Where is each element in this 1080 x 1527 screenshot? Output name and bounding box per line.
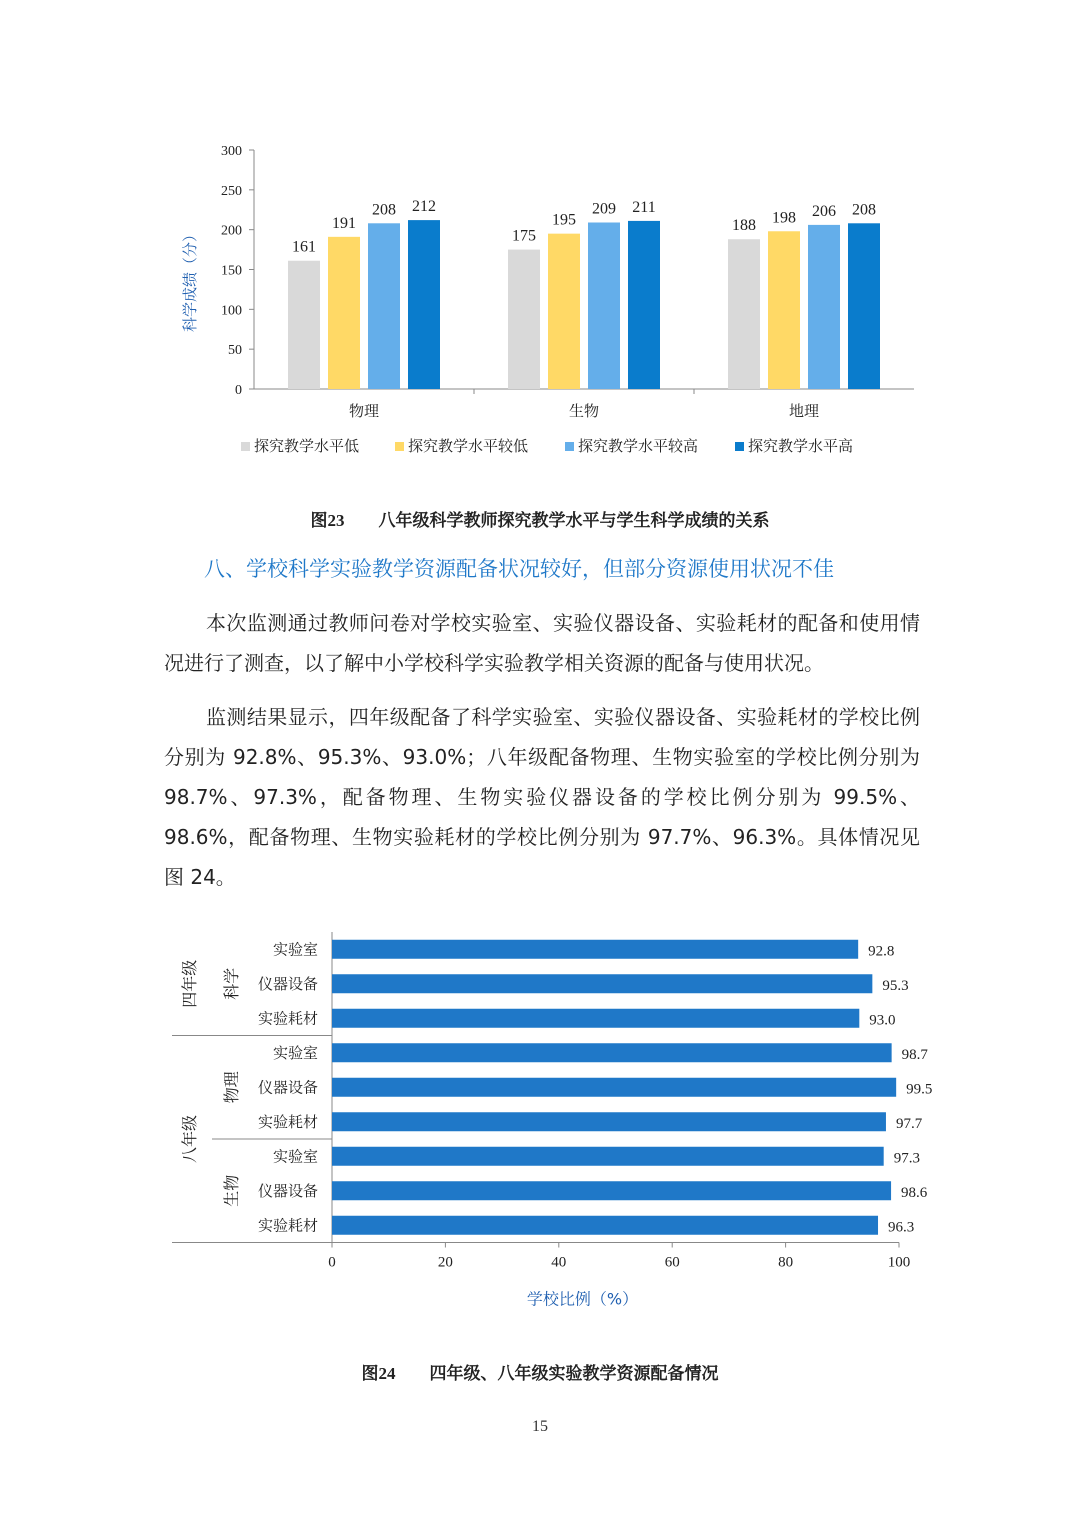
category-label: 仪器设备 [257,1181,318,1200]
y-tick-label: 150 [221,263,242,279]
bar-value-label: 208 [852,201,876,219]
bar [332,974,872,993]
legend-swatch [565,442,574,451]
y-tick-label: 0 [235,383,242,398]
legend-label: 探究教学水平较低 [408,437,529,455]
bar-value-label: 188 [732,217,756,235]
bar-value-label: 212 [412,198,436,216]
category-label: 实验室 [272,1043,318,1062]
figure-24-label: 图24 [361,1364,396,1383]
bar [728,239,760,389]
bar-value-label: 209 [592,200,616,218]
x-tick-label: 100 [887,1254,911,1271]
x-category-label: 地理 [788,402,820,420]
bar [332,1078,896,1097]
y-tick-label: 200 [221,223,242,239]
x-category-label: 生物 [568,402,600,420]
bar [332,940,858,959]
bar-value-label: 191 [332,214,356,232]
bar-value-label: 211 [632,198,656,216]
bar-value-label: 93.0 [869,1012,896,1029]
x-tick-label: 20 [437,1254,453,1271]
category-label: 实验室 [272,1147,318,1166]
bar-value-label: 208 [372,201,396,219]
category-label: 实验室 [272,940,318,959]
bar-value-label: 161 [292,238,316,256]
figure-24-title: 四年级、八年级实验教学资源配备情况 [429,1364,719,1384]
figure-23-bars [288,198,880,389]
legend-label: 探究教学水平低 [254,437,360,455]
bar [808,225,840,389]
bar [628,221,660,389]
bar [332,1009,859,1028]
x-tick-label: 0 [328,1254,336,1271]
bar-value-label: 96.3 [888,1219,915,1236]
bar [332,1216,878,1235]
paragraph-1: 本次监测通过教师问卷对学校实验室、实验仪器设备、实验耗材的配备和使用情况进行了测查，以了解中小学校科学实验教学相关资源的配备与使用状况。 [164,611,920,675]
subject-label: 生物 [222,1174,241,1207]
grade-label: 八年级 [180,1114,199,1164]
paragraph-2: 监测结果显示，四年级配备了科学实验室、实验仪器设备、实验耗材的学校比例分别为 92.8%、95.3%、93.0%；八年级配备物理、生物实验室的学校比例分别为 98.7%、97.3%，配备物理、生物实验仪器设备的学校比例分别为 99.5%、98.6%，配备物理、生物实验耗材的学校比例分别为 97.7%、96.3%。具体情况见图 24。 [164,705,920,889]
category-label: 仪器设备 [257,974,318,993]
figure-24-x-axis-label: 学校比例（%） [526,1289,639,1309]
y-tick-label: 250 [221,183,242,199]
figure-23-bar-chart [0,0,1080,480]
bar [332,1147,884,1166]
figure-23-label: 图23 [310,511,345,530]
subject-label: 科学 [222,967,241,1000]
grade-label: 四年级 [180,959,199,1008]
legend-label: 探究教学水平高 [748,437,854,455]
category-label: 实验耗材 [257,1216,318,1235]
y-tick-label: 300 [221,144,242,159]
x-tick-label: 40 [551,1254,567,1271]
x-category-label: 物理 [348,402,380,420]
legend-swatch [241,442,250,451]
bar [588,222,620,389]
bar [288,261,320,389]
bar-value-label: 175 [512,227,536,245]
bar [848,223,880,389]
legend-swatch [395,442,404,451]
figure-23-legend [241,437,853,455]
figure-23-title: 八年级科学教师探究教学水平与学生科学成绩的关系 [378,511,770,531]
bar [332,1181,891,1200]
bar-value-label: 98.7 [901,1046,928,1063]
bar-value-label: 98.6 [901,1184,928,1201]
bar [328,237,360,389]
bar-value-label: 198 [772,209,796,227]
figure-23-y-axis-label: 科学成绩（分） [181,226,199,333]
bar-value-label: 95.3 [882,977,909,994]
bar [768,231,800,389]
bar-value-label: 206 [812,202,836,220]
x-tick-label: 80 [778,1254,794,1271]
category-label: 实验耗材 [257,1112,318,1131]
bar [548,234,580,389]
bar-value-label: 97.3 [893,1150,920,1167]
legend-label: 探究教学水平较高 [578,437,699,455]
subject-label: 物理 [222,1071,241,1104]
y-tick-label: 100 [221,303,242,319]
category-label: 实验耗材 [257,1009,318,1028]
figure-24-caption [0,1359,1080,1384]
bar-value-label: 97.7 [895,1115,923,1132]
x-tick-label: 60 [664,1254,680,1271]
page-number: 15 [532,1418,548,1435]
bar [332,1043,892,1062]
bar [508,250,540,389]
figure-24-bar-chart [0,910,1080,1330]
bar [408,220,440,389]
bar [368,223,400,389]
figure-24-bars [258,940,932,1236]
category-label: 仪器设备 [257,1078,318,1097]
legend-swatch [735,442,744,451]
bar-value-label: 92.8 [868,943,895,960]
section-heading: 八、学校科学实验教学资源配备状况较好，但部分资源使用状况不佳 [204,557,834,581]
bar-value-label: 99.5 [906,1081,933,1098]
figure-23-caption [0,506,1080,531]
bar [332,1112,886,1131]
y-tick-label: 50 [228,343,242,359]
bar-value-label: 195 [552,211,576,229]
